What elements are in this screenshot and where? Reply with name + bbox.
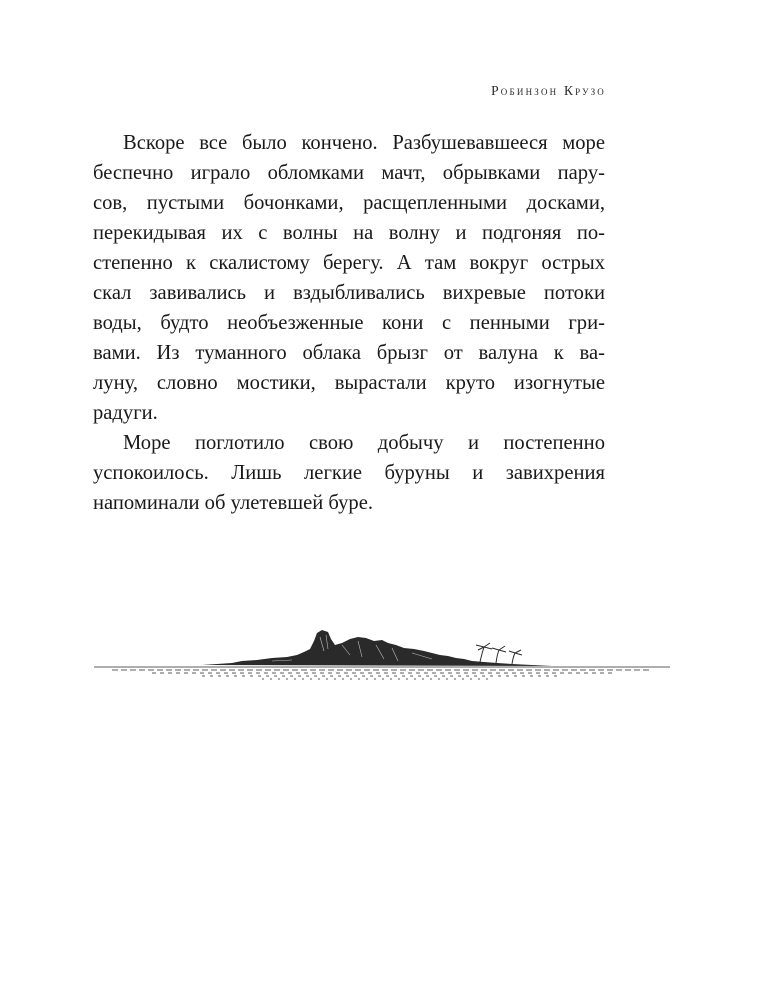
text-line: напоминали об улетевшей буре.: [93, 492, 373, 514]
island-vignette-icon: [92, 615, 672, 687]
text-line: успокоилось. Лишь легкие буруны и завихрения: [93, 462, 605, 484]
running-head: Робинзон Крузо: [491, 83, 606, 98]
text-line: степенно к скалистому берегу. А там вокруг острых: [93, 252, 605, 274]
text-line: беспечно играло обломками мачт, обрывками пару-: [93, 162, 605, 184]
text-line: сов, пустыми бочонками, расщепленными досками,: [93, 192, 605, 214]
text-line: перекидывая их с волны на волну и подгоняя по-: [93, 222, 605, 244]
text-line: луну, словно мостики, вырастали круто изогнутые: [93, 372, 605, 394]
body-text: [93, 128, 605, 518]
text-line: вами. Из туманного облака брызг от валуна к ва-: [93, 342, 605, 364]
text-line: Вскоре все было кончено. Разбушевавшееся море: [123, 132, 605, 154]
text-line: Море поглотило свою добычу и постепенно: [123, 432, 605, 454]
text-line: скал завивались и вздыбливались вихревые потоки: [93, 282, 605, 304]
text-line: радуги.: [93, 402, 158, 424]
text-line: воды, будто необъезженные кони с пенными гри-: [93, 312, 605, 334]
